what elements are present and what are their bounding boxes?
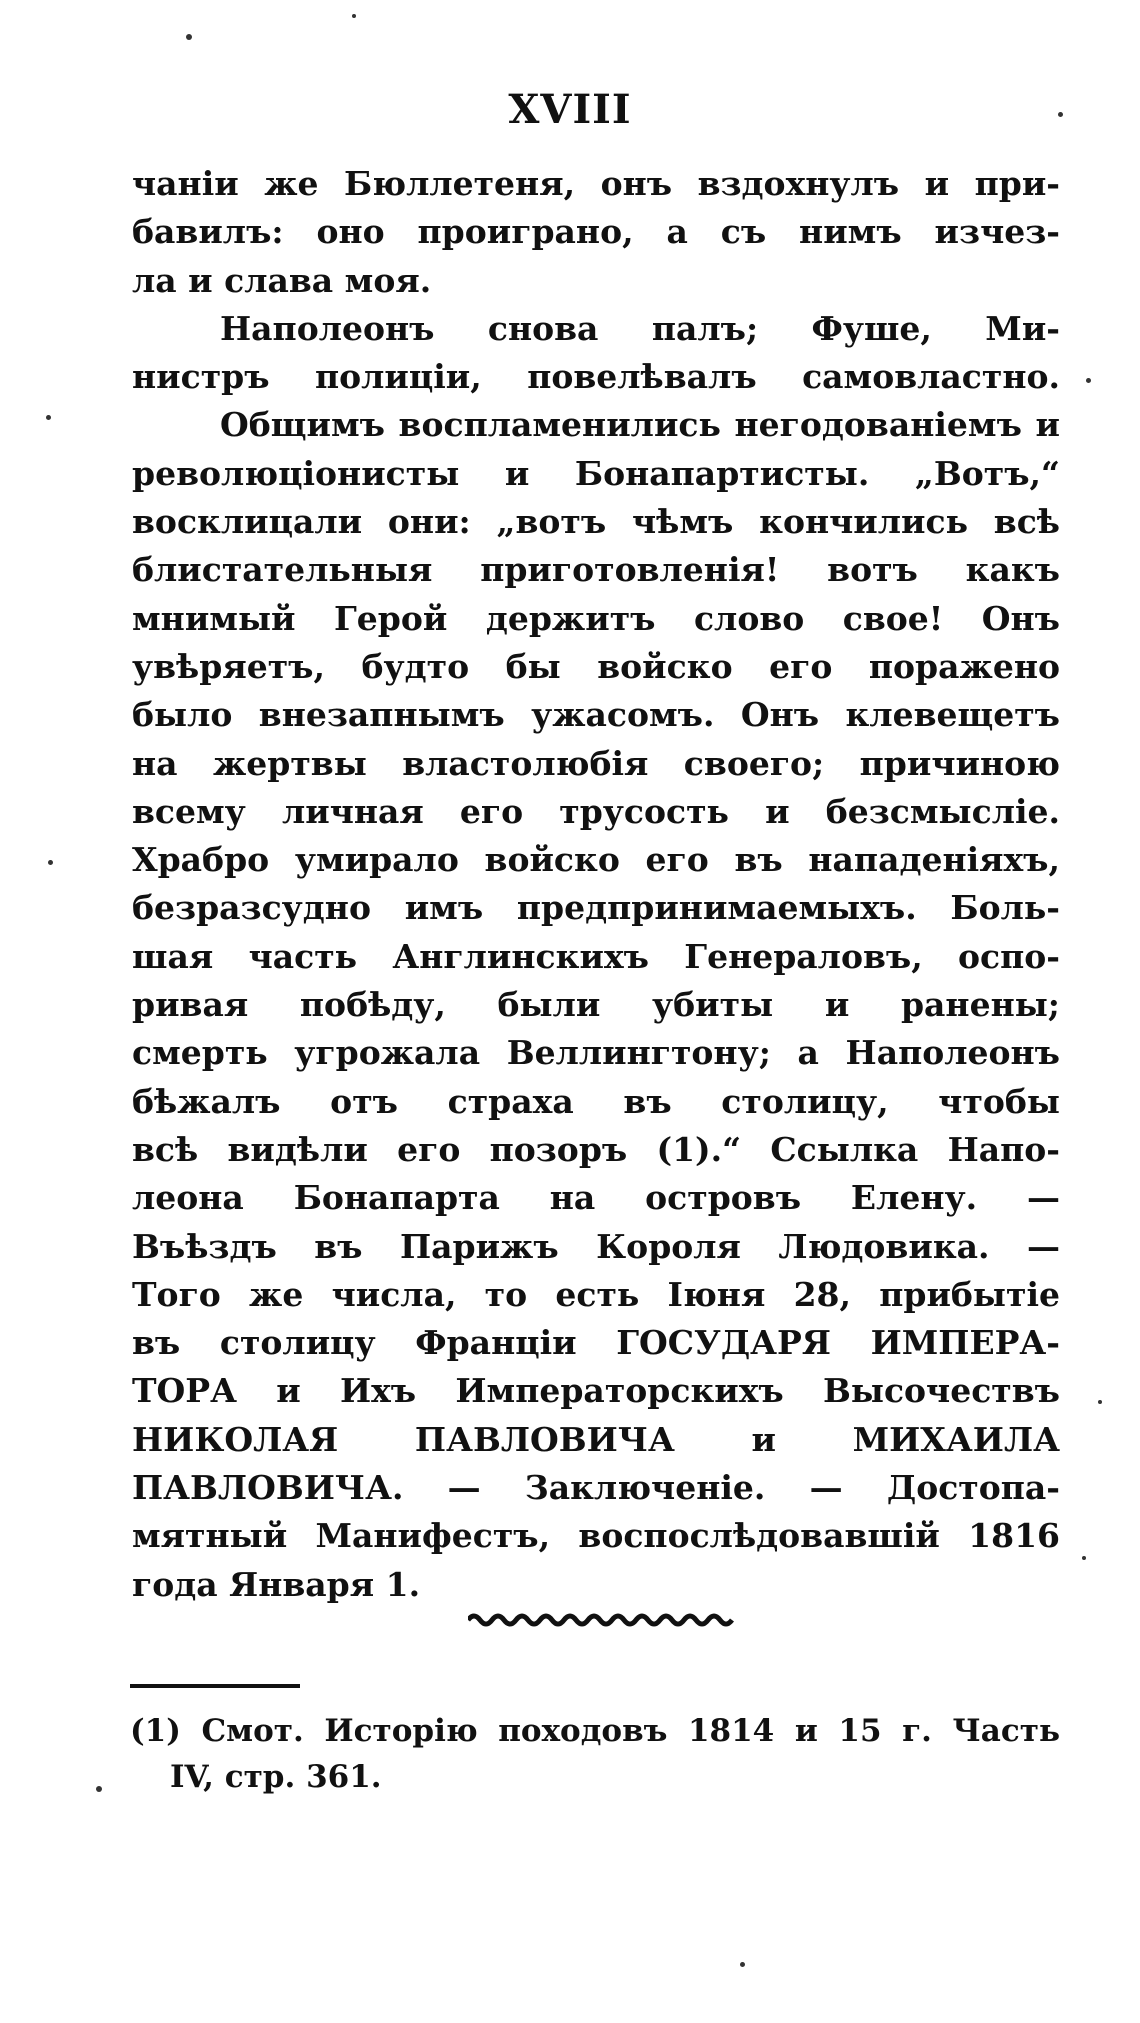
footnote-rule [130, 1684, 300, 1688]
text-line: революціонисты и Бонапартисты. „Вотъ,“ [132, 453, 1060, 493]
print-speck [740, 1962, 745, 1967]
print-speck [1058, 112, 1063, 117]
text-line: Того же числа, то есть Іюня 28, прибытіе [132, 1274, 1060, 1314]
text-line: всѣ видѣли его позоръ (1).“ Ссылка Напо- [132, 1129, 1060, 1169]
text-line: было внезапнымъ ужасомъ. Онъ клевещетъ [132, 695, 1060, 735]
print-speck [1086, 378, 1091, 383]
footnote-line: IV, стр. 361. [170, 1759, 382, 1795]
print-speck [96, 1786, 102, 1792]
text-line: ривая побѣду, были убиты и ранены; [132, 985, 1060, 1025]
print-speck [46, 415, 51, 420]
text-line: смерть угрожала Веллингтону; а Наполеонъ [132, 1033, 1060, 1073]
print-speck [1098, 1400, 1102, 1404]
text-line: бѣжалъ отъ страха въ столицу, чтобы [132, 1081, 1060, 1121]
print-speck [186, 34, 192, 40]
text-line: шая часть Англинскихъ Генераловъ, оспо- [132, 936, 1060, 976]
text-line: ла и слава моя. [132, 260, 432, 300]
print-speck [352, 14, 356, 18]
text-line: Въѣздъ въ Парижъ Короля Людовика. — [132, 1226, 1060, 1266]
print-speck [48, 860, 53, 865]
text-line: нистръ полиціи, повелѣвалъ самовластно. [132, 357, 1060, 397]
text-line: Наполеонъ снова палъ; Фуше, Ми- [220, 308, 1060, 348]
text-line: въ столицу Франціи ГОСУДАРЯ ИМПЕРА- [132, 1323, 1060, 1363]
text-line: Храбро умирало войско его въ нападеніяхъ, [132, 840, 1060, 880]
text-line: мнимый Герой держитъ слово свое! Онъ [132, 598, 1060, 638]
text-line: всему личная его трусость и безсмысліе. [132, 791, 1060, 831]
text-line: на жертвы властолюбія своего; причиною [132, 743, 1060, 783]
footnote [130, 1708, 1060, 1800]
text-line: НИКОЛАЯ ПАВЛОВИЧА и МИХАИЛА [132, 1419, 1060, 1459]
text-line: ТОРА и Ихъ Императорскихъ Высочествъ [132, 1371, 1060, 1411]
footnote-line: (1) Смот. Исторію походовъ 1814 и 15 г. Часть [130, 1713, 1060, 1749]
text-line: бавилъ: оно проиграно, а съ нимъ изчез- [132, 212, 1060, 252]
text-line: года Января 1. [132, 1564, 421, 1604]
wave-ornament [468, 1610, 736, 1630]
text-line: Общимъ воспламенились негодованіемъ и [220, 405, 1060, 445]
text-line: ПАВЛОВИЧА. — Заключеніе. — Достопа- [132, 1468, 1060, 1508]
text-line: мятный Манифестъ, воспослѣдовавшій 1816 [132, 1516, 1060, 1556]
page-number: XVIII [508, 86, 632, 133]
text-line: восклицали они: „вотъ чѣмъ кончились всѣ [132, 502, 1060, 542]
print-speck [1082, 1556, 1086, 1560]
text-line: безразсудно имъ предпринимаемыхъ. Боль- [132, 888, 1060, 928]
main-text [132, 160, 1060, 1609]
text-line: увѣряетъ, будто бы войско его поражено [132, 646, 1060, 686]
text-line: леона Бонапарта на островъ Елену. — [132, 1178, 1060, 1218]
text-line: чаніи же Бюллетеня, онъ вздохнулъ и при- [132, 164, 1060, 203]
text-line: блистательныя приготовленія! вотъ какъ [132, 550, 1060, 590]
